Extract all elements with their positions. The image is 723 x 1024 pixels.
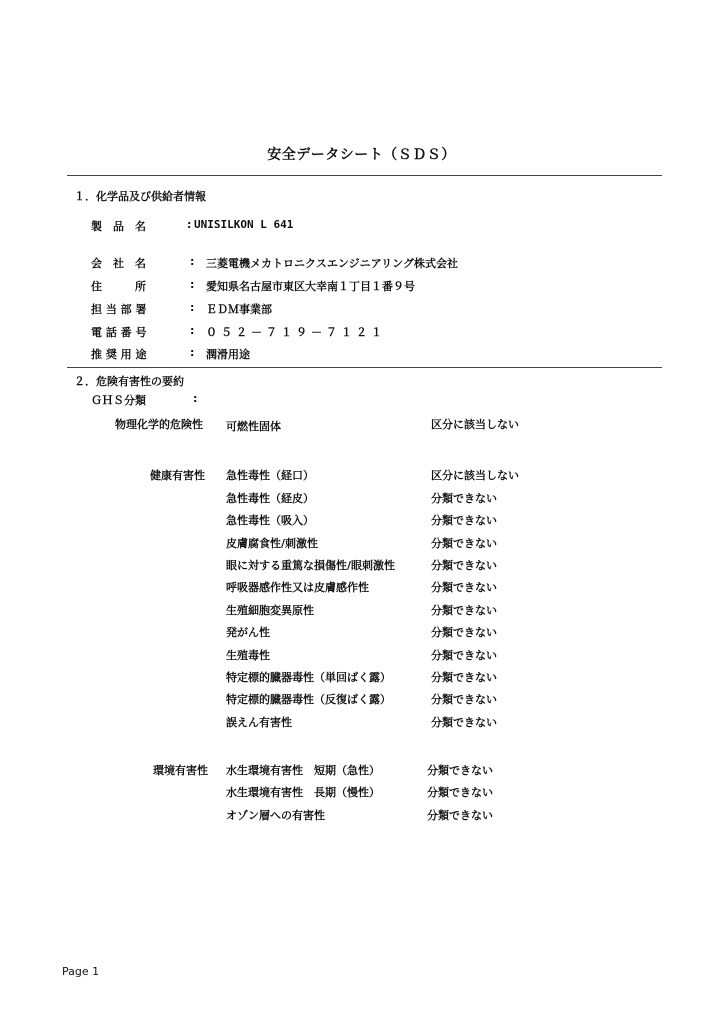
field-value-company: 三菱電機メカトロニクスエンジニアリング株式会社 [206,257,458,270]
hazard-item: 皮膚腐食性/刺激性 [226,537,319,550]
field-label-address: 住 所 [91,280,146,293]
hazard-item: 発がん性 [226,626,270,639]
hazard-result: 分類できない [431,671,497,684]
hazard-result: 分類できない [431,581,497,594]
field-value-department: ＥＤＭ事業部 [206,303,272,316]
field-sep: : [187,218,192,231]
field-value-recommended-use: 潤滑用途 [206,348,250,361]
hazard-result: 分類できない [431,693,497,706]
hazard-item: 特定標的臓器毒性（単回ばく露） [226,671,391,684]
category-health: 健康有害性 [150,469,205,482]
field-sep: : [190,324,195,337]
field-value-phone: ０５２－７１９－７１２１ [206,326,386,339]
hazard-item: 生殖細胞変異原性 [226,604,314,617]
hazard-item: 可燃性固体 [226,420,281,433]
divider [67,175,662,176]
field-label-department: 担 当 部 署 [91,303,147,316]
hazard-result: 分類できない [431,649,497,662]
hazard-result: 分類できない [431,604,497,617]
divider [67,367,662,368]
category-physical: 物理化学的危険性 [115,418,203,431]
ghs-sep: : [193,392,198,405]
hazard-item: 水生環境有害性 短期（急性） [226,764,380,777]
hazard-item: 水生環境有害性 長期（慢性） [226,786,380,799]
category-environmental: 環境有害性 [153,764,208,777]
field-label-company: 会 社 名 [91,257,146,270]
hazard-result: 分類できない [431,537,497,550]
document-title: 安全データシート（ＳＤＳ） [267,147,456,163]
hazard-item: 急性毒性（経皮） [226,492,314,505]
field-sep: : [190,255,195,268]
hazard-item: 急性毒性（吸入） [226,514,314,527]
field-label-product-name: 製 品 名 [91,220,146,233]
field-value-address: 愛知県名古屋市東区大幸南１丁目１番９号 [206,280,415,293]
field-sep: : [190,278,195,291]
field-value-product-name: UNISILKON L 641 [194,218,294,231]
hazard-item: オゾン層への有害性 [226,809,325,822]
hazard-item: 眼に対する重篤な損傷性/眼刺激性 [226,559,396,572]
hazard-result: 区分に該当しない [431,418,519,431]
field-sep: : [190,346,195,359]
field-label-phone: 電 話 番 号 [91,326,147,339]
page-number: Page 1 [62,965,100,978]
hazard-item: 生殖毒性 [226,649,270,662]
hazard-item: 急性毒性（経口） [226,469,314,482]
hazard-result: 分類できない [431,514,497,527]
hazard-result: 分類できない [431,626,497,639]
hazard-result: 分類できない [431,559,497,572]
field-sep: : [190,301,195,314]
hazard-item: 誤えん有害性 [226,716,292,729]
section1-heading: １．化学品及び供給者情報 [74,190,206,203]
hazard-item: 特定標的臓器毒性（反復ばく露） [226,693,391,706]
hazard-result: 分類できない [431,492,497,505]
hazard-result: 分類できない [427,786,493,799]
field-label-recommended-use: 推 奨 用 途 [91,348,147,361]
hazard-result: 分類できない [431,716,497,729]
hazard-result: 分類できない [427,809,493,822]
hazard-item: 呼吸器感作性又は皮膚感作性 [226,581,369,594]
hazard-result: 分類できない [427,764,493,777]
hazard-result: 区分に該当しない [431,469,519,482]
section2-heading: ２．危険有害性の要約 [74,375,184,388]
ghs-label: ＧＨＳ分類 [91,394,146,407]
